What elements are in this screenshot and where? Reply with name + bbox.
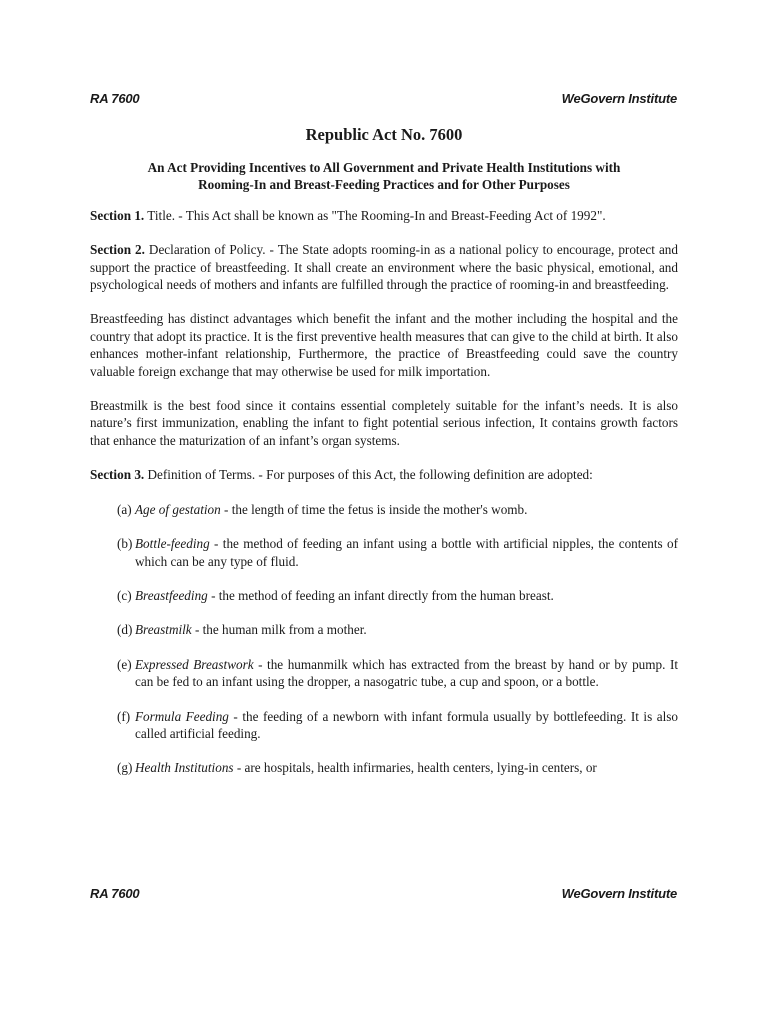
document-body — [90, 125, 678, 794]
definition-term: Bottle-feeding — [135, 536, 210, 552]
page-header — [90, 91, 677, 106]
definition-text: - the method of feeding an infant directly from the human breast. — [207, 587, 554, 603]
definition-item — [90, 587, 678, 604]
subtitle-line-2: Rooming-In and Breast-Feeding Practices and for Other Purposes — [198, 177, 570, 193]
document-title: Republic Act No. 7600 — [305, 125, 463, 144]
paragraph-breastmilk: Breastmilk is the best food since it contains essential completely suitable for the infant’s needs. It is also nature’s first immunization, enabling the infant to fight potential serious infection, It contains growth factors that enhance the maturization of an infant’s organ systems. — [90, 398, 678, 448]
definition-term: Breastfeeding — [135, 587, 208, 603]
definition-mark: (g) — [117, 760, 133, 776]
definition-mark: (e) — [117, 656, 132, 672]
definition-text: - the method of feeding an infant using a bottle with artificial nipples, the contents of which can be any type of fluid. — [135, 536, 678, 569]
definition-mark: (a) — [117, 501, 132, 517]
definition-text: - the length of time the fetus is inside the mother's womb. — [220, 501, 528, 517]
section-3 — [90, 466, 678, 483]
section-1-text: Title. - This Act shall be known as "The Rooming-In and Breast-Feeding Act of 1992". — [144, 207, 606, 223]
definition-mark: (d) — [117, 622, 133, 638]
section-2-label: Section 2. — [90, 242, 145, 258]
definition-item — [90, 535, 678, 570]
header-right: WeGovern Institute — [561, 91, 677, 106]
definition-item — [90, 501, 678, 518]
section-3-text: Definition of Terms. - For purposes of this Act, the following definition are adopted: — [144, 467, 593, 483]
definition-text: - the feeding of a newborn with infant formula usually by bottlefeeding. It is also called artificial feeding. — [135, 708, 678, 741]
definition-text: - the humanmilk which has extracted from the breast by hand or by pump. It can be fed to an infant using the dropper, a nasogatric tube, a cup and spoon, or a bottle. — [135, 656, 678, 690]
definition-term: Formula Feeding — [135, 708, 229, 724]
definition-mark: (b) — [117, 536, 133, 552]
definition-text: - are hospitals, health infirmaries, health centers, lying-in centers, or — [233, 760, 597, 776]
definition-item — [90, 759, 678, 776]
footer-left: RA 7600 — [90, 886, 140, 901]
definition-term: Age of gestation — [135, 501, 221, 517]
definition-text: - the human milk from a mother. — [191, 622, 367, 638]
definitions-list — [90, 501, 678, 777]
footer-right: WeGovern Institute — [561, 886, 677, 901]
section-2-text: Declaration of Policy. - The State adopts rooming-in as a national policy to encourage, protect and support the practice of breastfeeding. It shall create an environment where the basic physical, emotional, and psychological needs of mothers and infants are fulfilled through the practice of rooming-in and breastfeeding. — [90, 242, 678, 293]
section-1-label: Section 1. — [90, 207, 145, 223]
document-subtitle — [90, 159, 678, 194]
definition-mark: (c) — [117, 587, 132, 603]
definition-item — [90, 621, 678, 638]
section-1 — [90, 207, 678, 224]
definition-item — [90, 656, 678, 691]
section-2 — [90, 241, 678, 293]
definition-term: Expressed Breastwork — [135, 656, 254, 672]
definition-term: Breastmilk — [135, 622, 192, 638]
paragraph-breastfeeding: Breastfeeding has distinct advantages which benefit the infant and the mother including the hospital and the country that adopt its practice. It is the first preventive health measures that can give to the child at birth. It also enhances mother-infant relationship, Furthermore, the practice of Breastfeeding could save the country valuable foreign exchange that may otherwise be used for milk importation. — [90, 311, 678, 379]
definition-term: Health Institutions — [135, 760, 234, 776]
definition-item — [90, 708, 678, 743]
header-left: RA 7600 — [90, 91, 140, 106]
definition-mark: (f) — [117, 708, 131, 724]
page-footer — [90, 886, 677, 901]
subtitle-line-1: An Act Providing Incentives to All Government and Private Health Institutions with — [147, 160, 621, 175]
section-3-label: Section 3. — [90, 467, 145, 483]
